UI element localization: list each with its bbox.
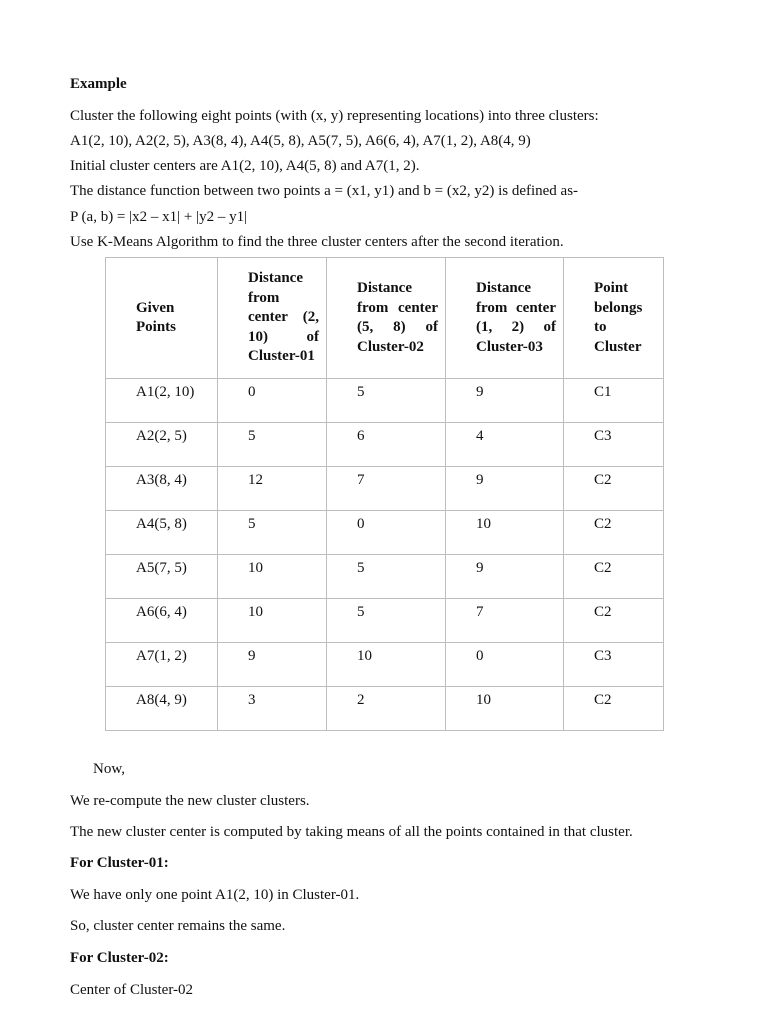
intro-distance-def: The distance function between two points a = (x1, y1) and b = (x2, y2) is defined as- bbox=[70, 183, 579, 199]
cell-dist-c3: 9 bbox=[446, 555, 564, 599]
cell-dist-c2: 10 bbox=[327, 643, 446, 687]
header-distance-cluster-01: Distance from center (2, 10) of Cluster-01 bbox=[218, 258, 327, 379]
header-point-belongs: Point belongs to Cluster bbox=[564, 258, 664, 379]
cell-point: A7(1, 2) bbox=[106, 643, 218, 687]
table-header-row bbox=[106, 258, 664, 379]
cell-cluster: C2 bbox=[564, 687, 664, 731]
cell-cluster: C2 bbox=[564, 599, 664, 643]
heading: Example bbox=[70, 76, 127, 92]
table-row bbox=[106, 687, 664, 731]
cell-cluster: C2 bbox=[564, 467, 664, 511]
intro-task: Use K-Means Algorithm to find the three cluster centers after the second iteration. bbox=[70, 234, 564, 250]
table-row bbox=[106, 599, 664, 643]
table-row bbox=[106, 511, 664, 555]
cell-point: A8(4, 9) bbox=[106, 687, 218, 731]
table-row bbox=[106, 643, 664, 687]
cell-dist-c3: 9 bbox=[446, 379, 564, 423]
cell-dist-c2: 2 bbox=[327, 687, 446, 731]
method-text: The new cluster center is computed by taking means of all the points contained in that cluster. bbox=[70, 824, 633, 840]
distance-formula: P (a, b) = |x2 – x1| + |y2 – y1| bbox=[70, 209, 248, 225]
cell-point: A4(5, 8) bbox=[106, 511, 218, 555]
cluster-01-text: We have only one point A1(2, 10) in Cluster-01. bbox=[70, 887, 360, 903]
cell-point: A5(7, 5) bbox=[106, 555, 218, 599]
cell-dist-c3: 0 bbox=[446, 643, 564, 687]
cell-cluster: C3 bbox=[564, 643, 664, 687]
cell-dist-c3: 10 bbox=[446, 511, 564, 555]
cell-dist-c1: 9 bbox=[218, 643, 327, 687]
cell-dist-c2: 7 bbox=[327, 467, 446, 511]
distance-table bbox=[105, 257, 664, 731]
cell-dist-c2: 5 bbox=[327, 555, 446, 599]
table-row bbox=[106, 423, 664, 467]
table-row bbox=[106, 467, 664, 511]
cell-point: A2(2, 5) bbox=[106, 423, 218, 467]
cell-dist-c3: 7 bbox=[446, 599, 564, 643]
cell-cluster: C3 bbox=[564, 423, 664, 467]
cell-cluster: C2 bbox=[564, 511, 664, 555]
header-distance-cluster-03: Distance from center (1, 2) of Cluster-03 bbox=[446, 258, 564, 379]
cell-dist-c3: 10 bbox=[446, 687, 564, 731]
cell-dist-c2: 5 bbox=[327, 379, 446, 423]
table-row bbox=[106, 379, 664, 423]
cluster-01-heading: For Cluster-01: bbox=[70, 855, 169, 871]
cell-dist-c3: 4 bbox=[446, 423, 564, 467]
intro-line-1: Cluster the following eight points (with (x, y) representing locations) into three clusters: bbox=[70, 108, 599, 124]
now-text: Now, bbox=[93, 761, 125, 777]
cell-point: A1(2, 10) bbox=[106, 379, 218, 423]
cell-dist-c2: 5 bbox=[327, 599, 446, 643]
header-given-points: Given Points bbox=[106, 258, 218, 379]
intro-initial-centers: Initial cluster centers are A1(2, 10), A4(5, 8) and A7(1, 2). bbox=[70, 158, 420, 174]
cell-dist-c1: 12 bbox=[218, 467, 327, 511]
cell-dist-c2: 0 bbox=[327, 511, 446, 555]
cluster-02-text: Center of Cluster-02 bbox=[70, 982, 194, 998]
cell-point: A6(6, 4) bbox=[106, 599, 218, 643]
cluster-01-result: So, cluster center remains the same. bbox=[70, 918, 286, 934]
recompute-text: We re-compute the new cluster clusters. bbox=[70, 793, 310, 809]
cell-point: A3(8, 4) bbox=[106, 467, 218, 511]
cell-cluster: C2 bbox=[564, 555, 664, 599]
cell-dist-c1: 3 bbox=[218, 687, 327, 731]
table-row bbox=[106, 555, 664, 599]
intro-points: A1(2, 10), A2(2, 5), A3(8, 4), A4(5, 8), A5(7, 5), A6(6, 4), A7(1, 2), A8(4, 9) bbox=[70, 133, 531, 149]
cell-dist-c1: 0 bbox=[218, 379, 327, 423]
cell-dist-c1: 10 bbox=[218, 555, 327, 599]
cell-dist-c1: 5 bbox=[218, 511, 327, 555]
cell-dist-c3: 9 bbox=[446, 467, 564, 511]
cell-dist-c2: 6 bbox=[327, 423, 446, 467]
cell-cluster: C1 bbox=[564, 379, 664, 423]
cell-dist-c1: 5 bbox=[218, 423, 327, 467]
header-distance-cluster-02: Distance from center (5, 8) of Cluster-02 bbox=[327, 258, 446, 379]
cluster-02-heading: For Cluster-02: bbox=[70, 950, 169, 966]
cell-dist-c1: 10 bbox=[218, 599, 327, 643]
